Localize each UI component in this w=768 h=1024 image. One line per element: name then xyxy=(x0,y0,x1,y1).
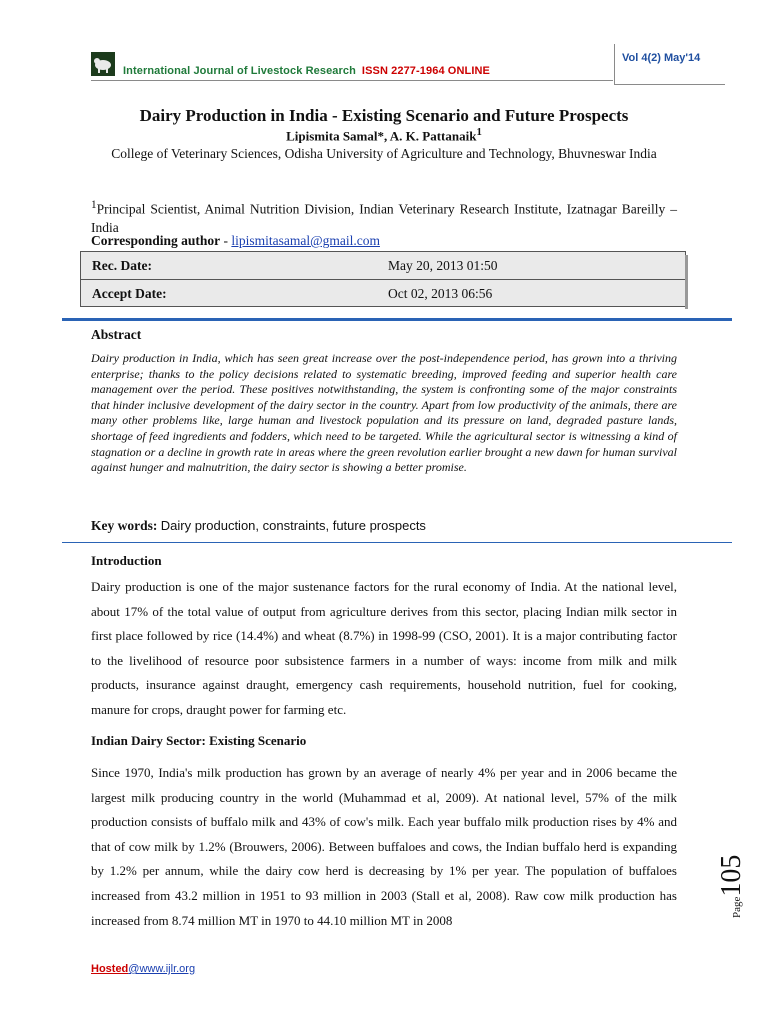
accepted-date-value: Oct 02, 2013 06:56 xyxy=(388,286,493,301)
journal-header xyxy=(123,65,490,77)
page-label: Page xyxy=(731,896,743,918)
page-number-value: 105 xyxy=(716,854,747,897)
footer-url-link[interactable]: www.ijlr.org xyxy=(139,963,196,975)
abstract-top-rule xyxy=(62,318,732,321)
journal-logo-icon xyxy=(91,52,115,76)
introduction-text: Dairy production is one of the major sustenance factors for the rural economy of India. At the national level, about 17% of the total value of output from agriculture derives from this sector, placing Indian milk sector in first place followed by rice (14.4%) and wheat (8.7%) in 1998-99 (CSO, 2001). It is a major contributing factor to the livelihood of resource poor subsistence farmers in a number of ways: income from milk and milk products, insurance against draught, emergency cash requirements, household nutrition, fuel for cooking, manure for crops, draught power for farming etc. xyxy=(91,579,677,717)
abstract-heading: Abstract xyxy=(91,327,142,342)
affiliation-primary: College of Veterinary Sciences, Odisha University of Agriculture and Technology, Bhuvneswar India xyxy=(111,146,657,161)
keywords-bottom-rule xyxy=(62,542,732,543)
corresponding-separator: - xyxy=(220,233,232,248)
authors-text: Lipismita Samal*, A. K. Pattanaik xyxy=(286,128,477,144)
header-rule xyxy=(91,80,613,81)
keywords-label: Key words: xyxy=(91,518,158,533)
affiliation-secondary xyxy=(91,196,677,237)
corresponding-email-link[interactable]: lipismitasamal@gmail.com xyxy=(231,233,380,248)
footer-hosted xyxy=(91,963,195,975)
footer-hosted-label: Hosted xyxy=(91,963,129,975)
affiliation-superscript: 1 xyxy=(91,199,97,211)
corresponding-label: Corresponding author xyxy=(91,233,221,248)
journal-issn: ISSN 2277-1964 ONLINE xyxy=(361,65,490,77)
footer-at: @ xyxy=(128,963,140,975)
introduction-heading: Introduction xyxy=(91,553,162,568)
accepted-date-label: Accept Date: xyxy=(92,286,167,301)
journal-name: International Journal of Livestock Research xyxy=(123,65,356,77)
dates-table xyxy=(80,251,686,307)
volume-box xyxy=(614,44,725,85)
dairy-sector-heading: Indian Dairy Sector: Existing Scenario xyxy=(91,733,307,748)
received-date-row xyxy=(81,252,685,279)
keywords-value: Dairy production, constraints, future prospects xyxy=(160,518,426,533)
abstract-text: Dairy production in India, which has seen great increase over the post-independence period, has grown into a thriving enterprise; thanks to the policy decisions related to systematic breeding, improved feeding and superior health care management over the period. These positives notwithstanding, the system is confronting some of the major constraints that hinder inclusive development of the dairy sector in the country. Apart from low productivity of the animals, there are many other problems like, large human and livestock population and its pressure on land, degraded pasture lands, shortage of feed ingredients and fodders, which need to be targeted. While the agricultural sector is witnessing a kind of stagnation or a decline in growth rate in areas where the green revolution earlier brought a new dawn for human survival against hunger and malnutrition, the dairy sector is showing a better promise. xyxy=(91,351,677,475)
article-title: Dairy Production in India - Existing Scenario and Future Prospects xyxy=(139,106,629,125)
page-number xyxy=(716,854,747,918)
keywords xyxy=(91,518,426,534)
corresponding-author xyxy=(91,233,380,249)
volume-label: Vol 4(2) May'14 xyxy=(622,52,701,64)
dairy-sector-text: Since 1970, India's milk production has grown by an average of nearly 4% per year and in 2006 became the largest milk producing country in the world (Muhammad et al, 2009). At national level, 57% of the milk production consists of buffalo milk and 43% of cow's milk. Each year buffalo milk production rises by 4% and that of cow milk by 1.2% (Brouwers, 2006). Between buffaloes and cows, the Indian buffalo herd is expanding by 1.2% per annum, while the dairy cow herd is decreasing by 1% per year. The population of buffaloes increased from 43.2 million in 1951 to 93 million in 2003 (Stall et al, 2008). Raw cow milk production has increased from 8.74 million MT in 1970 to 44.10 million MT in 2008 xyxy=(91,765,677,928)
affiliation-secondary-text: Principal Scientist, Animal Nutrition Division, Indian Veterinary Research Institute, Izatnagar Bareilly – India xyxy=(91,201,677,235)
dates-table-shadow xyxy=(685,255,688,309)
received-date-value: May 20, 2013 01:50 xyxy=(388,258,498,273)
received-date-label: Rec. Date: xyxy=(92,258,152,273)
authors-superscript: 1 xyxy=(476,126,482,138)
article-authors xyxy=(0,126,768,144)
accepted-date-row xyxy=(81,279,685,307)
